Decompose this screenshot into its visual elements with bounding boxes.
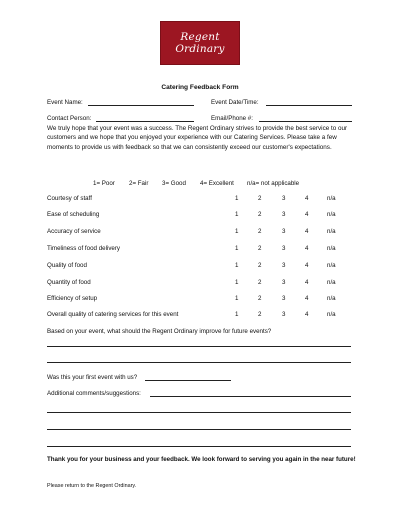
rating-option-na[interactable]: n/a [327,195,336,202]
rating-option-na[interactable]: n/a [327,262,336,269]
rating-option-3[interactable]: 3 [282,311,286,318]
rating-option-1[interactable]: 1 [235,195,239,202]
rating-option-na[interactable]: n/a [327,295,336,302]
rating-option-2[interactable]: 2 [258,195,262,202]
scale-not-applicable: n/a= not applicable [247,180,300,187]
first-event-question: Was this your first event with us? [47,374,138,381]
rating-option-4[interactable]: 4 [305,262,309,269]
rating-option-3[interactable]: 3 [282,262,286,269]
rating-option-1[interactable]: 1 [235,311,239,318]
contact-person-label: Contact Person: [47,115,92,122]
rating-option-3[interactable]: 3 [282,295,286,302]
rating-row [0,245,400,255]
rating-option-2[interactable]: 2 [258,311,262,318]
rating-option-na[interactable]: n/a [327,245,336,252]
rating-option-4[interactable]: 4 [305,195,309,202]
rating-option-1[interactable]: 1 [235,279,239,286]
rating-option-2[interactable]: 2 [258,279,262,286]
event-date-time-label: Event Date/Time: [211,99,259,106]
rating-option-na[interactable]: n/a [327,228,336,235]
comments-line-2[interactable] [47,412,351,413]
scale-poor: 1= Poor [93,180,115,187]
rating-label: Timeliness of food delivery [47,245,121,252]
regent-ordinary-logo [160,21,240,65]
rating-row [0,195,400,205]
rating-row [0,295,400,305]
rating-option-na[interactable]: n/a [327,211,336,218]
improve-question: Based on your event, what should the Regent Ordinary improve for future events? [47,328,272,335]
rating-option-1[interactable]: 1 [235,211,239,218]
rating-option-3[interactable]: 3 [282,195,286,202]
rating-label: Quantity of food [47,279,91,286]
rating-option-4[interactable]: 4 [305,295,309,302]
email-phone-field[interactable] [259,121,352,122]
rating-option-1[interactable]: 1 [235,295,239,302]
event-date-time-field[interactable] [266,105,352,106]
rating-option-2[interactable]: 2 [258,211,262,218]
rating-option-1[interactable]: 1 [235,262,239,269]
rating-label: Quality of food [47,262,87,269]
improve-answer-line-2[interactable] [47,362,351,363]
scale-good: 3= Good [162,180,186,187]
rating-option-3[interactable]: 3 [282,245,286,252]
rating-label: Ease of scheduling [47,211,100,218]
rating-label: Overall quality of catering services for this event [47,311,179,318]
rating-option-3[interactable]: 3 [282,279,286,286]
event-name-label: Event Name: [47,99,83,106]
rating-option-1[interactable]: 1 [235,245,239,252]
rating-row [0,279,400,289]
intro-paragraph: We truly hope that your event was a success. The Regent Ordinary strives to provide the best service to our customers and we hope that you enjoyed your experience with our Catering Services. Please take a few moments to provide us with feedback so that we can consistently exceed our customer's expectations. [47,125,348,151]
contact-person-field[interactable] [96,121,194,122]
rating-option-na[interactable]: n/a [327,311,336,318]
rating-label: Accuracy of service [47,228,101,235]
first-event-answer-line[interactable] [145,380,231,381]
improve-answer-line-1[interactable] [47,346,351,347]
rating-option-1[interactable]: 1 [235,228,239,235]
rating-row [0,311,400,321]
rating-row [0,228,400,238]
rating-label: Courtesy of staff [47,195,92,202]
rating-option-4[interactable]: 4 [305,311,309,318]
form-title: Catering Feedback Form [161,84,239,91]
closing-message: Thank you for your business and your feedback. We look forward to serving you again in the near future! [47,456,356,463]
return-note: Please return to the Regent Ordinary. [47,483,137,489]
rating-option-2[interactable]: 2 [258,262,262,269]
rating-option-2[interactable]: 2 [258,295,262,302]
logo-line-ordinary: Ordinary [175,43,225,55]
logo-line-regent: Regent [180,31,220,43]
event-name-field[interactable] [88,105,194,106]
rating-option-2[interactable]: 2 [258,228,262,235]
comments-label: Additional comments/suggestions: [47,390,141,397]
rating-row [0,211,400,221]
comments-line-4[interactable] [47,446,351,447]
rating-row [0,262,400,272]
comments-line-3[interactable] [47,429,351,430]
rating-option-3[interactable]: 3 [282,211,286,218]
scale-excellent: 4= Excellent [200,180,234,187]
rating-label: Efficiency of setup [47,295,98,302]
rating-option-2[interactable]: 2 [258,245,262,252]
rating-option-4[interactable]: 4 [305,279,309,286]
rating-option-na[interactable]: n/a [327,279,336,286]
email-phone-label: Email/Phone #: [211,115,253,122]
scale-fair: 2= Fair [129,180,149,187]
rating-option-4[interactable]: 4 [305,211,309,218]
rating-option-4[interactable]: 4 [305,228,309,235]
rating-option-4[interactable]: 4 [305,245,309,252]
comments-line-1[interactable] [150,396,351,397]
rating-option-3[interactable]: 3 [282,228,286,235]
